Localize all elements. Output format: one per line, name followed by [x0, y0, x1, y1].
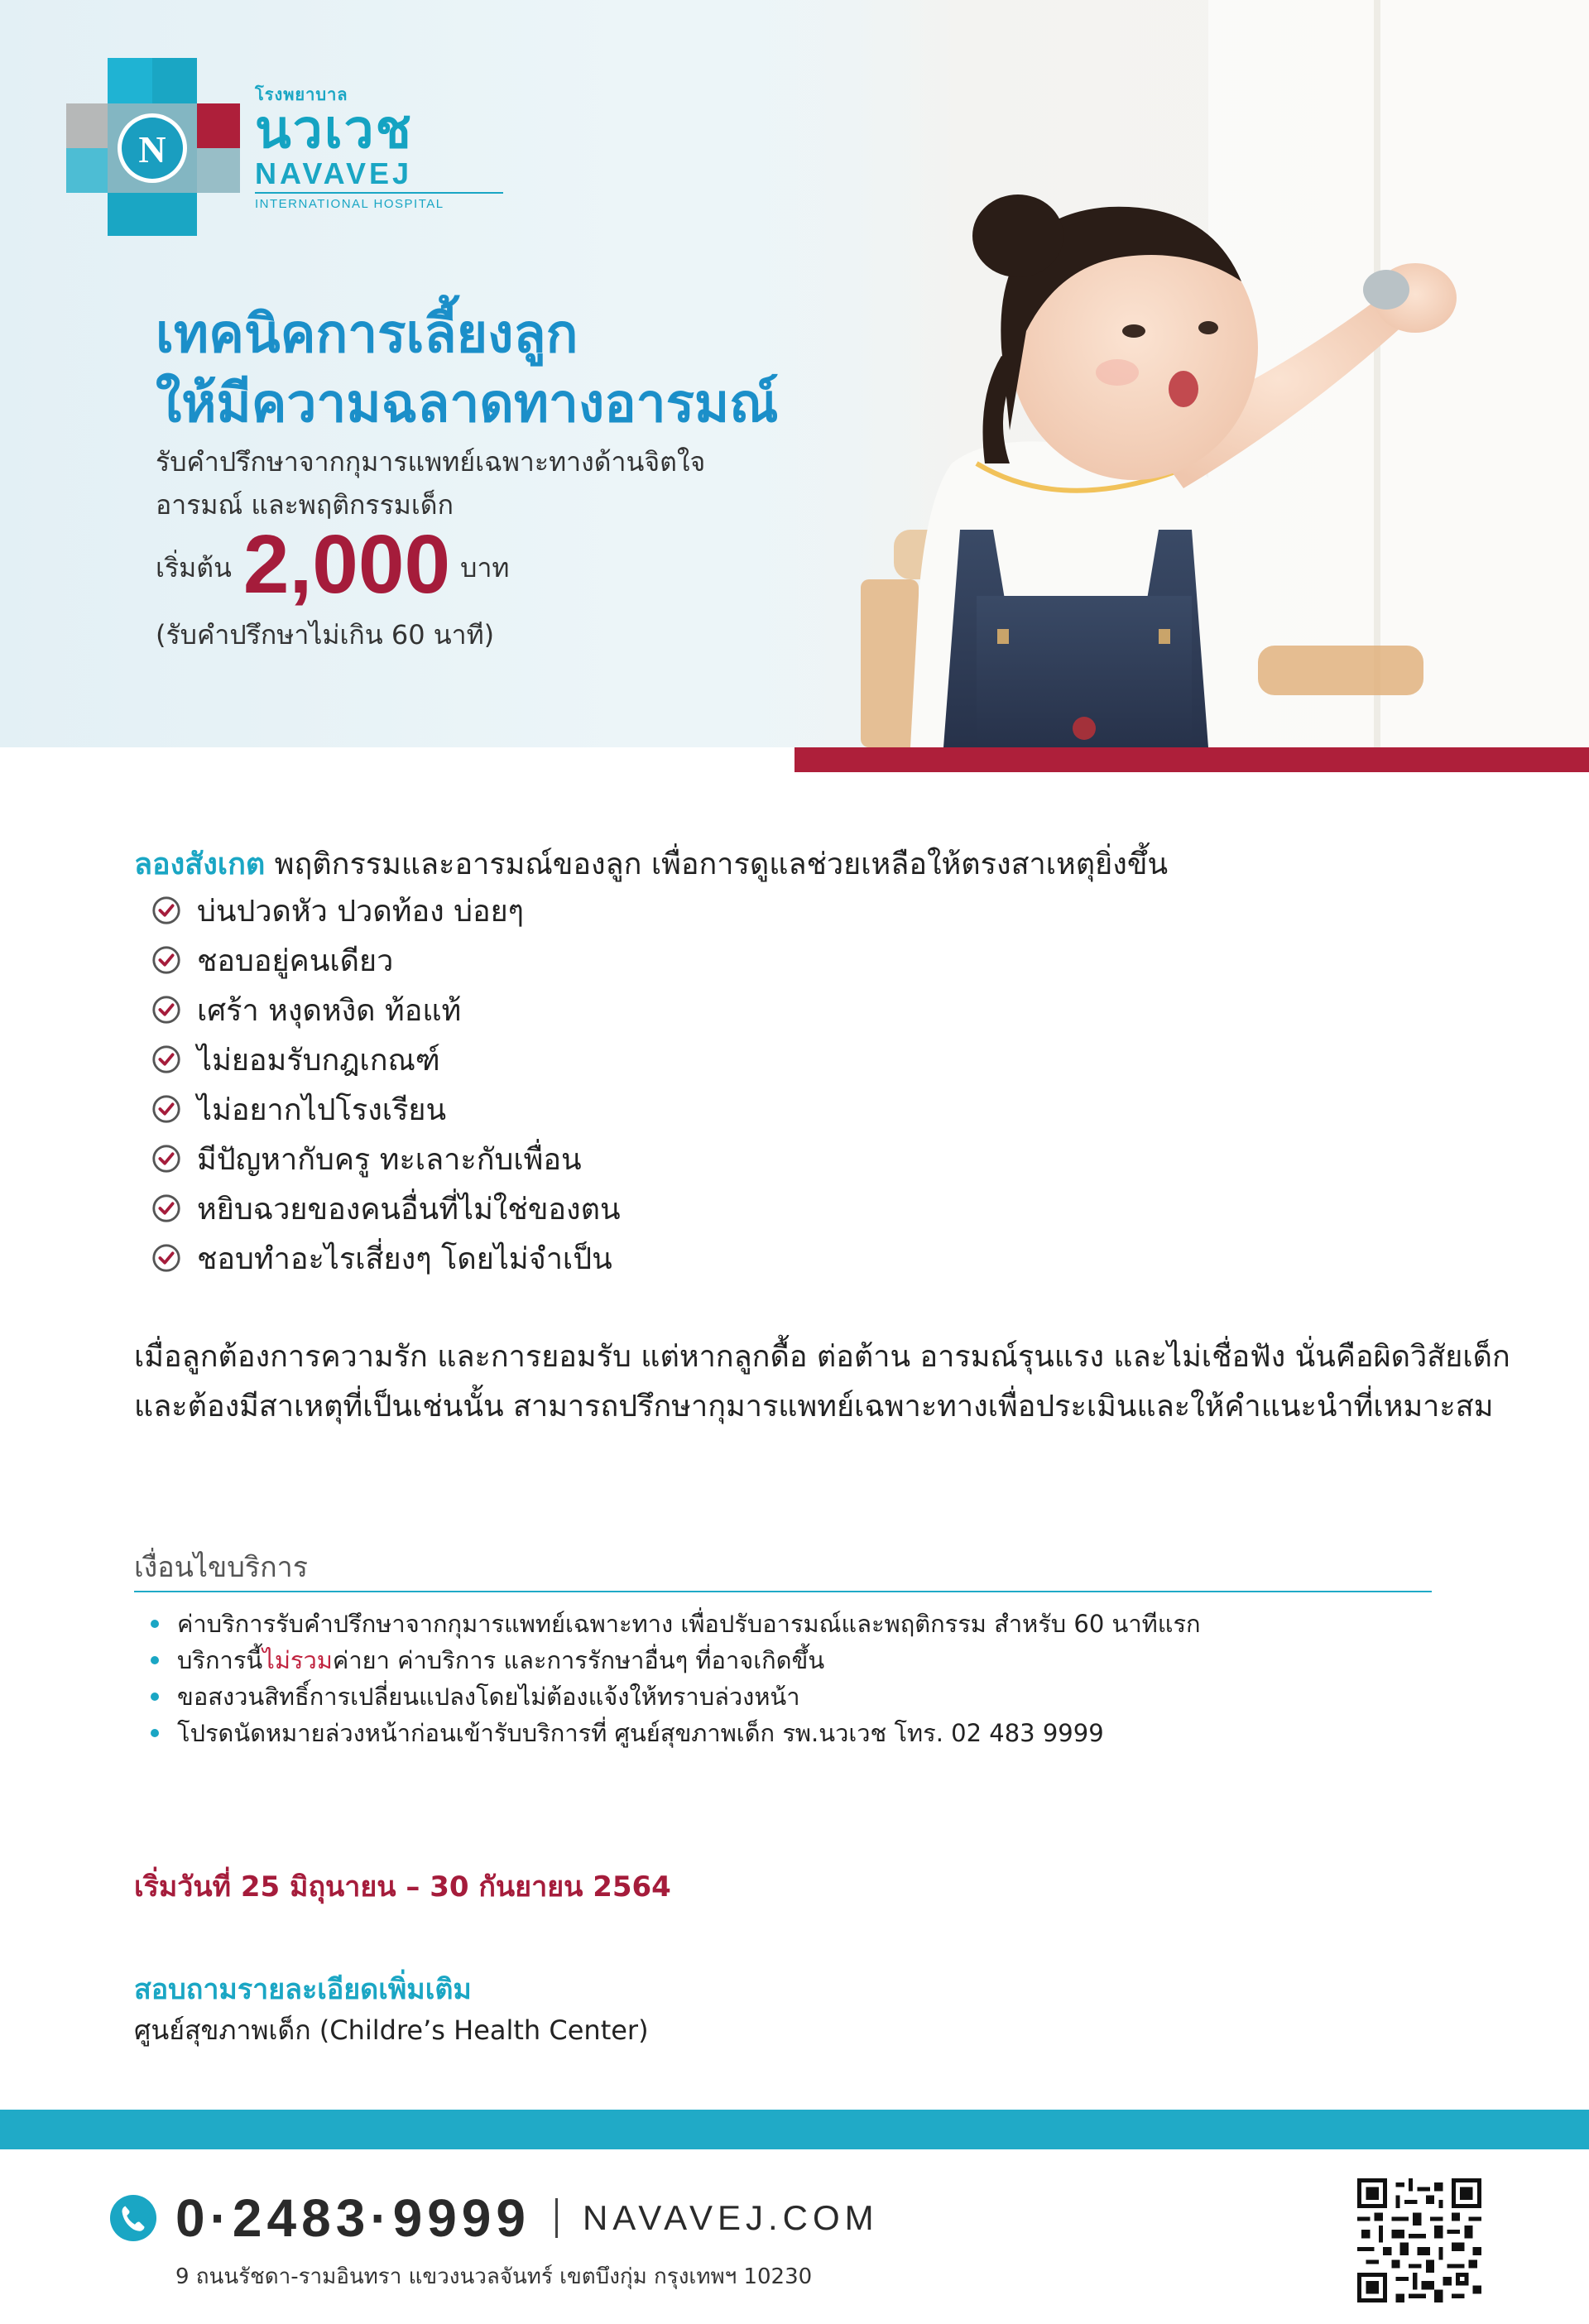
hero-title-line: ให้มีความฉลาดทางอารมณ์ [156, 373, 779, 435]
hero-subtitle-line: รับคำปรึกษาจากกุมารแพทย์เฉพาะทางด้านจิตใจ [156, 446, 706, 478]
list-item-text: ชอบอยู่คนเดียว [197, 944, 394, 978]
list-item [151, 1233, 621, 1283]
list-item [151, 1678, 1201, 1715]
observe-heading-text: พฤติกรรมและอารมณ์ของลูก เพื่อการดูแลช่วยเหลือให้ตรงสาเหตุยิ่งขึ้น [265, 847, 1169, 881]
symptom-checklist [151, 886, 621, 1283]
paragraph-line: เมื่อลูกต้องการความรัก และการยอมรับ แต่หากลูกดื้อ ต่อต้าน อารมณ์รุนแรง และไม่เชื่อฟัง นั่นคือผิดวิสัยเด็ก [134, 1340, 1510, 1374]
bullet-dot-icon [151, 1656, 159, 1664]
list-item-text: บ่นปวดหัว ปวดท้อง บ่อยๆ [197, 894, 525, 929]
logo-thai-small: โรงพยาบาล [255, 84, 348, 104]
bullet-dot-icon [151, 1729, 159, 1737]
promotion-dates: เริ่มวันที่ 25 มิถุนายน – 30 กันยายน 2564 [134, 1870, 671, 1904]
price-note: (รับคำปรึกษาไม่เกิน 60 นาที) [156, 619, 495, 651]
logo-thai-name: นวเวช [255, 99, 413, 161]
footer-band [0, 2110, 1589, 2149]
list-item [151, 935, 621, 985]
logo-english-name: NAVAVEJ [255, 156, 413, 190]
conditions-divider [134, 1591, 1432, 1592]
inquiry-center: ศูนย์สุขภาพเด็ก (Childre’s Health Center) [134, 2014, 649, 2046]
list-item [151, 1134, 621, 1184]
website-link[interactable]: NAVAVEJ.COM [582, 2198, 879, 2237]
condition-text: ขอสงวนสิทธิ์การเปลี่ยนแปลงโดยไม่ต้องแจ้งให้ทราบล่วงหน้า [177, 1683, 800, 1711]
logo-letter: N [138, 128, 166, 170]
conditions-list [151, 1606, 1201, 1751]
bullet-dot-icon [151, 1693, 159, 1701]
bullet-dot-icon [151, 1620, 159, 1628]
divider [555, 2198, 558, 2238]
phone-icon [109, 2194, 157, 2242]
check-circle-icon [151, 1044, 182, 1075]
child-photo [745, 0, 1589, 747]
check-circle-icon [151, 994, 182, 1025]
conditions-heading: เงื่อนไขบริการ [134, 1551, 309, 1584]
cross-logo-icon [66, 58, 240, 236]
list-item [151, 1035, 621, 1084]
qr-code-icon[interactable] [1357, 2178, 1481, 2302]
condition-highlight: ไม่รวม [262, 1646, 333, 1674]
hero-subtitle [156, 440, 705, 526]
list-item [151, 1184, 621, 1233]
inquiry-heading: สอบถามรายละเอียดเพิ่มเติม [134, 1973, 472, 2006]
list-item-text: หยิบฉวยของคนอื่นที่ไม่ใช่ของตน [197, 1192, 621, 1227]
condition-text: ค่ายา ค่าบริการ และการรักษาอื่นๆ ที่อาจเกิดขึ้น [332, 1646, 825, 1674]
condition-text: โปรดนัดหมายล่วงหน้าก่อนเข้ารับบริการที่ ศูนย์สุขภาพเด็ก รพ.นวเวช โทร. 02 483 9999 [177, 1719, 1104, 1747]
address: 9 ถนนรัชดา-รามอินทรา แขวงนวลจันทร์ เขตบึงกุ่ม กรุงเทพฯ 10230 [175, 2264, 813, 2289]
list-item [151, 1715, 1201, 1751]
check-circle-icon [151, 1242, 182, 1274]
list-item-text: มีปัญหากับครู ทะเลาะกับเพื่อน [197, 1142, 582, 1177]
hero-subtitle-line: อารมณ์ และพฤติกรรมเด็ก [156, 489, 454, 521]
price-amount: 2,000 [242, 518, 451, 611]
list-item [151, 886, 621, 935]
body-paragraph [134, 1332, 1510, 1432]
list-item [151, 1606, 1201, 1642]
check-circle-icon [151, 1143, 182, 1174]
check-circle-icon [151, 944, 182, 976]
condition-text: บริการนี้ [177, 1646, 263, 1674]
paragraph-line: และต้องมีสาเหตุที่เป็นเช่นนั้น สามารถปรึกษากุมารแพทย์เฉพาะทางเพื่อประเมินและให้คำแนะนำที่เหมาะสม [134, 1390, 1494, 1424]
hospital-logo [66, 58, 463, 236]
hero-title [156, 300, 779, 439]
check-circle-icon [151, 1193, 182, 1224]
logo-divider [255, 192, 503, 194]
logo-wordmark [255, 81, 503, 211]
list-item [151, 1642, 1201, 1678]
list-item-text: ไม่อยากไปโรงเรียน [197, 1092, 447, 1127]
price-block [156, 515, 510, 611]
price-unit: บาท [460, 552, 510, 583]
logo-subtitle: INTERNATIONAL HOSPITAL [255, 197, 444, 211]
list-item-text: ไม่ยอมรับกฎเกณฑ์ [197, 1043, 440, 1078]
phone-number[interactable]: 0·2483·9999 [175, 2188, 530, 2248]
observe-heading [134, 840, 1168, 887]
list-item [151, 1084, 621, 1134]
list-item [151, 985, 621, 1035]
condition-text: ค่าบริการรับคำปรึกษาจากกุมารแพทย์เฉพาะทาง เพื่อปรับอารมณ์และพฤติกรรม สำหรับ 60 นาทีแรก [177, 1610, 1201, 1638]
list-item-text: เศร้า หงุดหงิด ท้อแท้ [197, 993, 462, 1028]
check-circle-icon [151, 1093, 182, 1125]
hero-title-line: เทคนิคการเลี้ยงลูก [156, 304, 578, 365]
check-circle-icon [151, 895, 182, 926]
price-prefix: เริ่มต้น [156, 552, 232, 583]
contact-row [109, 2185, 879, 2251]
observe-accent: ลองสังเกต [134, 847, 266, 881]
accent-strip [794, 747, 1589, 772]
list-item-text: ชอบทำอะไรเสี่ยงๆ โดยไม่จำเป็น [197, 1241, 612, 1276]
hero-banner [0, 0, 1589, 747]
